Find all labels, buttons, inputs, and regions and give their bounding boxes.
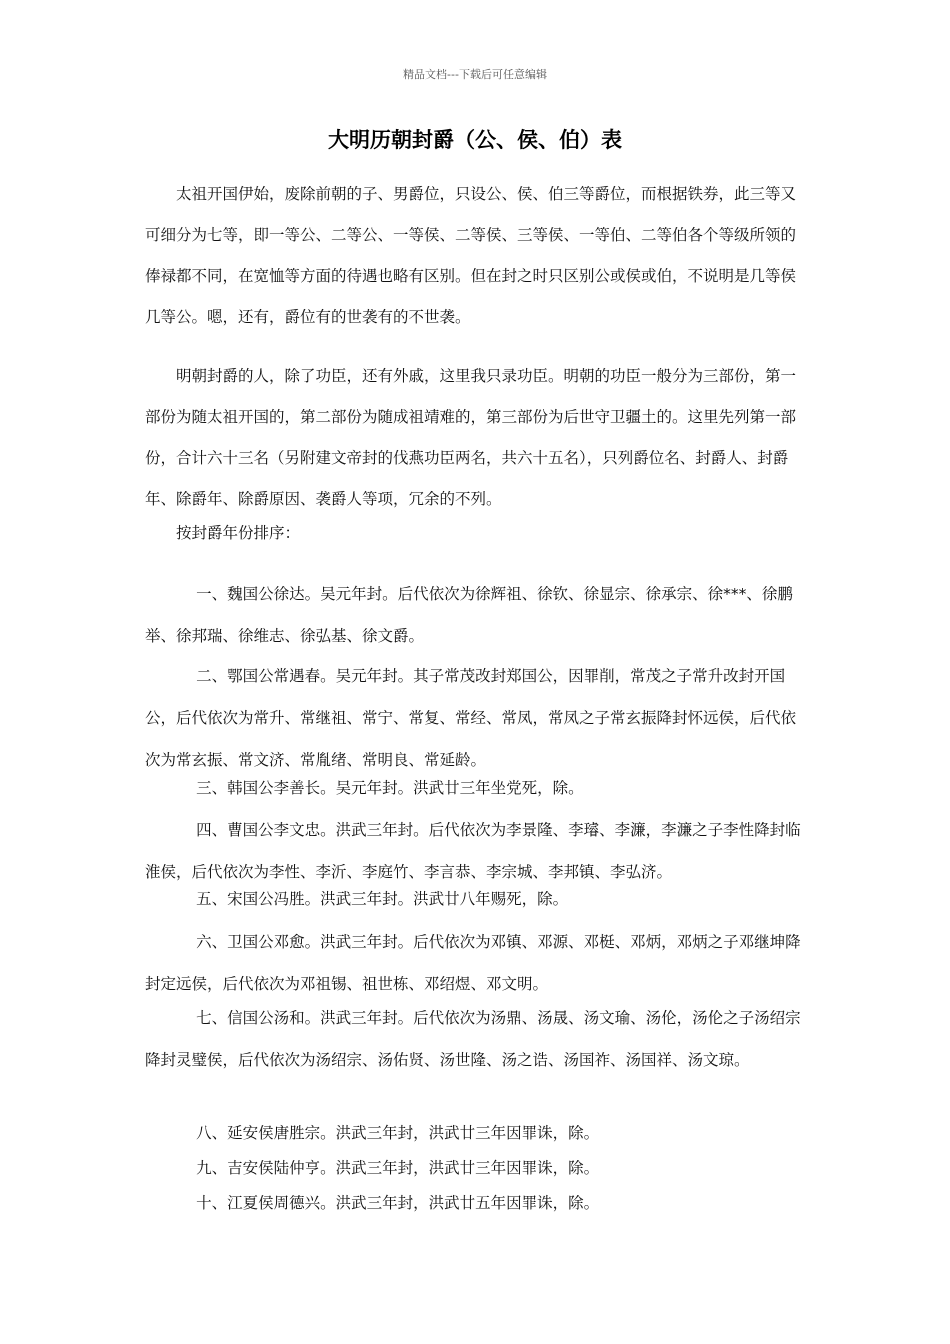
list-item: 八、延安侯唐胜宗。洪武三年封，洪武廿三年因罪诛，除。: [196, 1124, 600, 1142]
scope-paragraph: 明朝封爵的人，除了功臣，还有外戚，这里我只录功臣。明朝的功臣一般分为三部份，第一部份为随太祖开国的，第二部份为随成祖靖难的，第三部份为后世守卫疆土的。这里先列第一部份，合计六十三名（另附建文帝封的伐燕功臣两名，共六十五名），只列爵位名、封爵人、封爵年、除爵年、除爵原因、袭爵人等项，冗余的不列。: [145, 367, 797, 508]
document-title: 大明历朝封爵（公、侯、伯）表: [328, 128, 622, 152]
sort-note: 按封爵年份排序：: [176, 524, 301, 542]
list-item: 三、韩国公李善长。吴元年封。洪武廿三年坐党死，除。: [196, 779, 584, 797]
list-item: 十、江夏侯周德兴。洪武三年封，洪武廿五年因罪诛，除。: [196, 1194, 600, 1212]
list-item: 四、曹国公李文忠。洪武三年封。后代依次为李景隆、李璿、李濂，李濂之子李性降封临淮侯，后代依次为李性、李沂、李庭竹、李言恭、李宗城、李邦镇、李弘济。: [145, 821, 801, 881]
list-item: 七、信国公汤和。洪武三年封。后代依次为汤鼎、汤晟、汤文瑜、汤伦，汤伦之子汤绍宗降封灵璧侯，后代依次为汤绍宗、汤佑贤、汤世隆、汤之诰、汤国祚、汤国祥、汤文琼。: [145, 1009, 801, 1069]
list-item: 五、宋国公冯胜。洪武三年封。洪武廿八年赐死，除。: [196, 890, 569, 908]
list-item: 六、卫国公邓愈。洪武三年封。后代依次为邓镇、邓源、邓梃、邓炳，邓炳之子邓继坤降封定远侯，后代依次为邓祖锡、祖世栋、邓绍煜、邓文明。: [145, 933, 801, 993]
intro-paragraph: 太祖开国伊始，废除前朝的子、男爵位，只设公、侯、伯三等爵位，而根据铁券，此三等又可细分为七等，即一等公、二等公、一等侯、二等侯、三等侯、一等伯、二等伯各个等级所领的俸禄都不同，在宽恤等方面的待遇也略有区别。但在封之时只区别公或侯或伯，不说明是几等侯几等公。嗯，还有，爵位有的世袭有的不世袭。: [145, 185, 797, 326]
page-header: 精品文档---下载后可任意编辑: [403, 68, 547, 81]
list-item: 一、魏国公徐达。吴元年封。后代依次为徐辉祖、徐钦、徐显宗、徐承宗、徐***、徐鹏举、徐邦瑞、徐维志、徐弘基、徐文爵。: [145, 585, 793, 645]
list-item: 九、吉安侯陆仲亨。洪武三年封，洪武廿三年因罪诛，除。: [196, 1159, 600, 1177]
list-item: 二、鄂国公常遇春。吴元年封。其子常茂改封郑国公，因罪削，常茂之子常升改封开国公，后代依次为常升、常继祖、常宁、常复、常经、常凤，常凤之子常玄振降封怀远侯，后代依次为常玄振、常文济、常胤绪、常明良、常延龄。: [145, 667, 797, 769]
